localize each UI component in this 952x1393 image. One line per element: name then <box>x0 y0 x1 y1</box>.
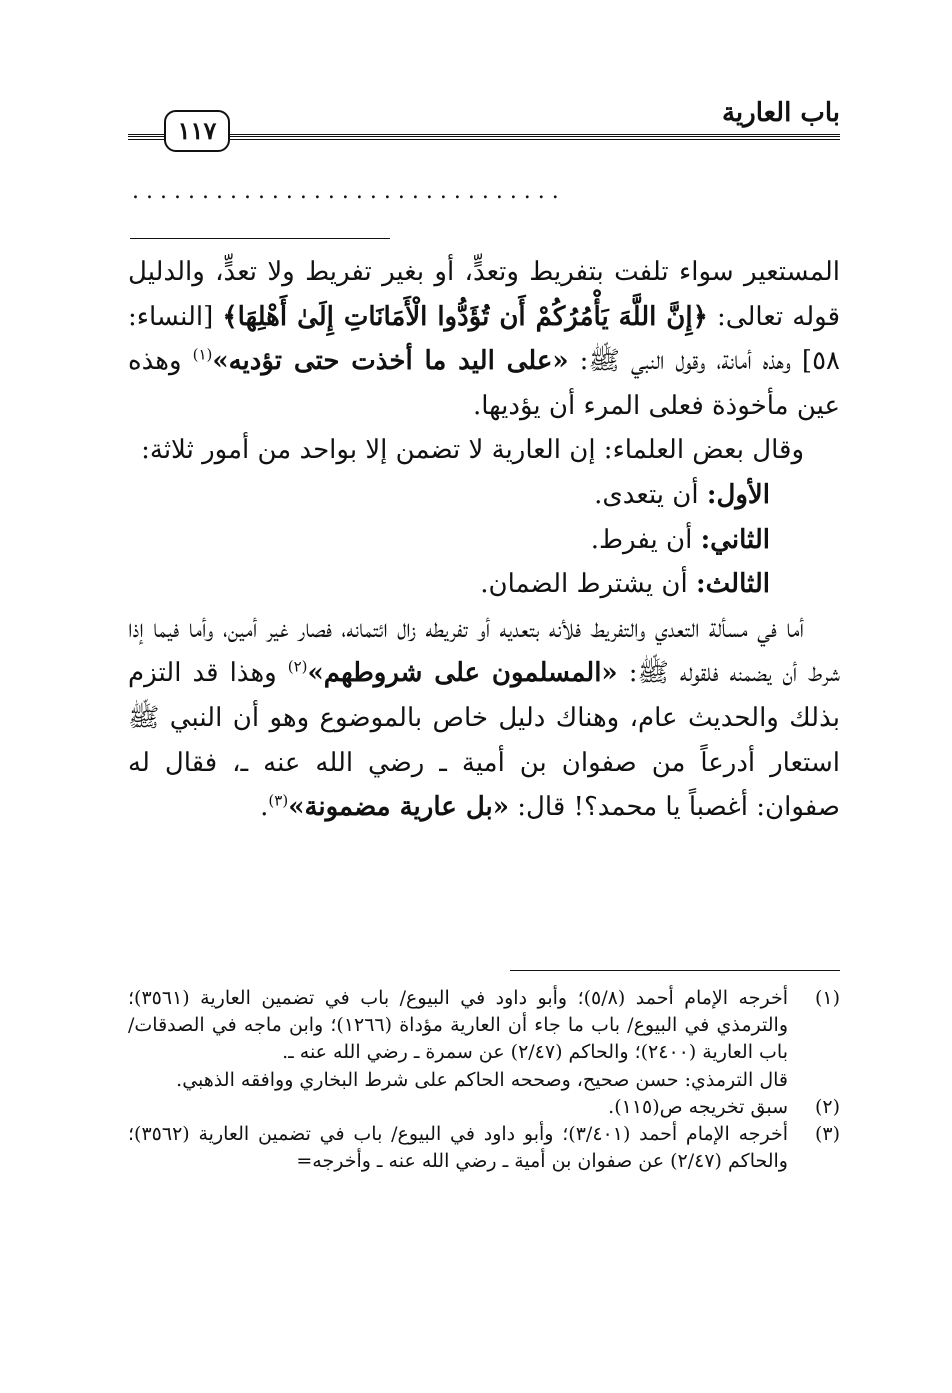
list-text-first: أن يتعدى. <box>594 479 707 510</box>
hadith-quote-3: «بل عارية مضمونة» <box>288 792 509 823</box>
paragraph-1-text-b: [النساء: ٥٨] وهذه أمانة، وقول النبي ﷺ: <box>128 301 841 377</box>
paragraph-3-text-c: . <box>260 792 269 823</box>
footnote-text: أخرجه الإمام أحمد (٣/٤٠١)؛ وأبو داود في البيوع/ باب في تضمين العارية (٣٥٦٢)؛ والحاكم (٢/٤٧) عن صفوان بن أمية ـ رضي الله عنه ـ وأخرجه= <box>128 1123 789 1173</box>
paragraph-1-text-a: المستعير سواء تلفت بتفريط وتعدٍّ، أو بغير تفريط ولا تعدٍّ، والدليل قوله تعالى: <box>128 257 840 332</box>
list-item-first <box>128 473 840 518</box>
chapter-title: باب العارية <box>721 98 840 128</box>
paragraph-1-text-c: وهذه عين مأخوذة فعلى المرء أن يؤديها. <box>128 346 840 421</box>
list-item-second <box>128 518 840 563</box>
paragraph-3-text-a: أما في مسألة التعدي والتفريط فلأنه بتعديه أو تفريطه زال ائتمانه، فصار غير أمين، وأما فيما إذا شرط أن يضمنه فلقوله ﷺ: <box>128 613 840 689</box>
header-rule-left <box>128 134 164 140</box>
list-text-second: أن يفرط. <box>590 524 701 555</box>
paragraph-3-text-b: وهذا قد التزم بذلك والحديث عام، وهناك دليل خاص بالموضوع وهو أن النبي ﷺ استعار أدرعاً من صفوان بن أمية ـ رضي الله عنه ـ، فقال له صفوان: أغصباً يا محمد؟! قال: <box>128 658 840 823</box>
dotted-separator: ............................... <box>132 182 566 202</box>
footnote-number: (٢) <box>814 1095 840 1118</box>
footnote-number: (١) <box>814 987 840 1009</box>
footnote-text: أخرجه الإمام أحمد (٥/٨)؛ وأبو داود في البيوع/ باب في تضمين العارية (٣٥٦١)؛ والترمذي في البيوع/ باب ما جاء أن العارية مؤداة (١٢٦٦)؛ وابن ماجه في الصدقات/ باب العارية (٢٤٠٠)؛ والحاكم (٢/٤٧) عن سمرة ـ رضي الله عنه ـ. <box>128 987 789 1064</box>
quran-verse: ﴿إِنَّ اللَّهَ يَأْمُرُكُمْ أَن تُؤَدُّوا الْأَمَانَاتِ إِلَىٰ أَهْلِهَا﴾ <box>222 301 708 332</box>
hadith-quote-1: «على اليد ما أخذت حتى تؤديه» <box>212 346 569 377</box>
list-label-first: الأول: <box>706 479 770 510</box>
footnote-3 <box>128 1121 840 1175</box>
footnote-ref-2: (٢) <box>287 657 308 676</box>
hadith-quote-2: «المسلمون على شروطهم» <box>307 658 618 689</box>
list-text-third: أن يشترط الضمان. <box>480 569 697 600</box>
footnote-1 <box>128 985 840 1067</box>
list-label-second: الثاني: <box>700 524 770 555</box>
main-text <box>128 250 840 830</box>
page-number: ١١٧ <box>164 110 230 152</box>
footnotes <box>128 985 840 1175</box>
footnote-2 <box>128 1094 840 1121</box>
running-header <box>128 98 840 158</box>
paragraph-2: وقال بعض العلماء: إن العارية لا تضمن إلا بواحد من أمور ثلاثة: <box>141 435 804 466</box>
footnote-text: سبق تخريجه ص(١١٥). <box>608 1095 788 1118</box>
header-rule-right <box>228 134 840 140</box>
list-item-third <box>128 562 840 607</box>
paragraph-3 <box>128 607 840 830</box>
footnote-ref-1: (١) <box>192 345 213 364</box>
footnote-ref-3: (٣) <box>268 791 289 810</box>
paragraph-1 <box>128 250 840 428</box>
continuation-rule <box>130 238 390 239</box>
list-label-third: الثالث: <box>696 569 770 600</box>
footnote-separator <box>510 970 840 971</box>
footnote-1-continuation: قال الترمذي: حسن صحيح، وصححه الحاكم على شرط البخاري ووافقه الذهبي. <box>176 1068 788 1091</box>
footnote-number: (٣) <box>814 1123 840 1146</box>
